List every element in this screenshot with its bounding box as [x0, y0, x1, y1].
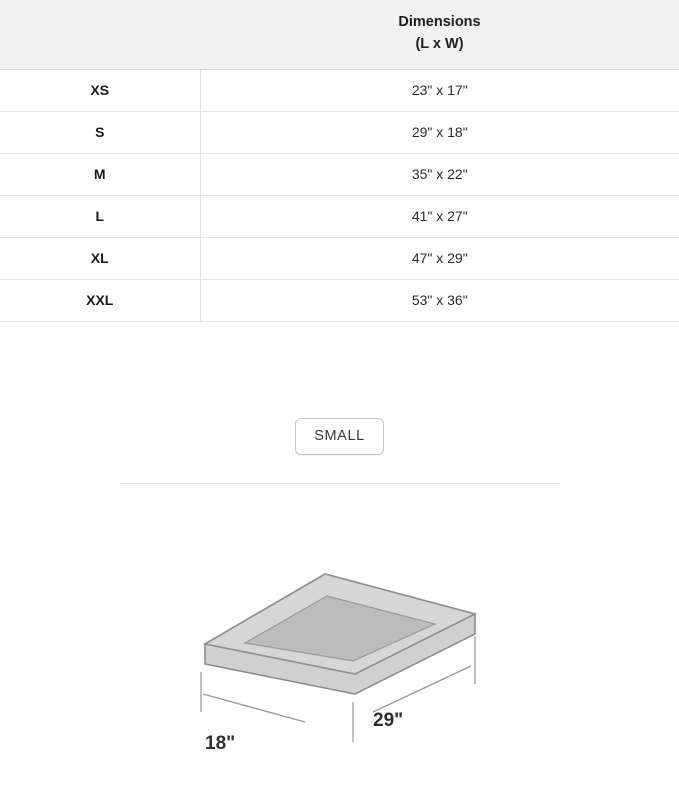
section-divider [120, 483, 560, 484]
table-row [0, 279, 679, 321]
length-label: 29" [372, 709, 403, 731]
selected-size-chip[interactable]: SMALL [295, 418, 384, 455]
cell-dimensions: 41" x 27" [200, 195, 679, 237]
size-selector-area [0, 418, 679, 455]
dimensions-subtitle: (L x W) [415, 36, 464, 53]
cell-dimensions: 29" x 18" [200, 111, 679, 153]
table-row [0, 69, 679, 111]
table-header [0, 0, 679, 69]
table-row [0, 153, 679, 195]
cell-size: XXL [0, 279, 200, 321]
table-body [0, 69, 679, 321]
table-row [0, 237, 679, 279]
width-dimension-line [203, 694, 305, 722]
table-row [0, 111, 679, 153]
width-label: 18" [204, 732, 235, 754]
cell-size: XS [0, 69, 200, 111]
size-chart-table [0, 0, 679, 322]
cell-size: S [0, 111, 200, 153]
table-row [0, 195, 679, 237]
column-header-dimensions [200, 0, 679, 69]
bed-illustration [0, 544, 679, 794]
cell-dimensions: 53" x 36" [200, 279, 679, 321]
cell-dimensions: 47" x 29" [200, 237, 679, 279]
column-header-size [0, 0, 200, 69]
cell-size: XL [0, 237, 200, 279]
cell-dimensions: 35" x 22" [200, 153, 679, 195]
cell-size: M [0, 153, 200, 195]
cell-dimensions: 23" x 17" [200, 69, 679, 111]
dimensions-title: Dimensions [398, 14, 481, 30]
cell-size: L [0, 195, 200, 237]
table-header-row [0, 0, 679, 69]
pet-bed-diagram-svg [175, 544, 505, 794]
